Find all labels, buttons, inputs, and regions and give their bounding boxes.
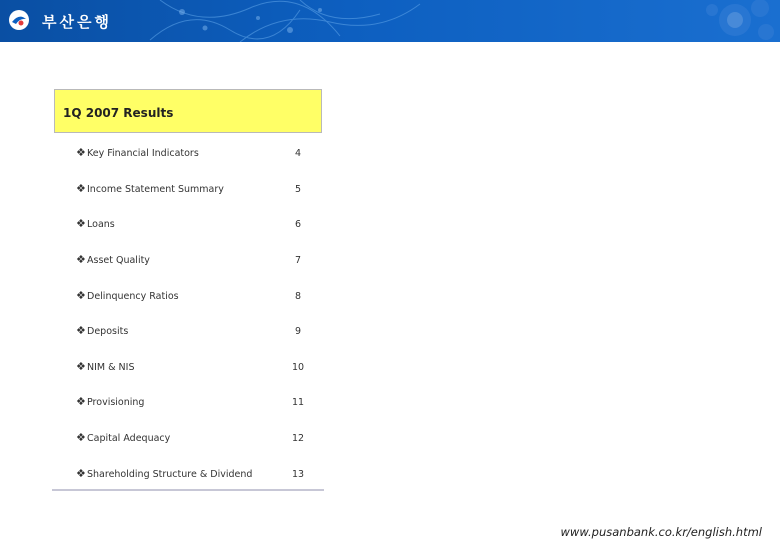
footer-url[interactable]: www.pusanbank.co.kr/english.html	[560, 525, 762, 539]
section-title-box	[54, 89, 322, 133]
toc-item-page: 5	[294, 184, 302, 195]
diamond-bullet-icon: ❖	[76, 324, 86, 337]
diamond-bullet-icon: ❖	[76, 395, 86, 408]
toc-item-label: NIM & NIS	[87, 362, 135, 373]
toc-item-page: 13	[291, 469, 305, 480]
toc-item[interactable]	[54, 357, 324, 377]
diamond-bullet-icon: ❖	[76, 146, 86, 159]
toc-item-page: 8	[294, 291, 302, 302]
toc-item[interactable]	[54, 179, 324, 199]
toc-bottom-divider	[52, 489, 324, 491]
diamond-bullet-icon: ❖	[76, 360, 86, 373]
diamond-bullet-icon: ❖	[76, 253, 86, 266]
toc-item[interactable]	[54, 428, 324, 448]
toc-item-label: Delinquency Ratios	[87, 291, 179, 302]
toc-item-label: Capital Adequacy	[87, 433, 171, 444]
toc-item-label: Deposits	[87, 326, 129, 337]
toc-item[interactable]	[54, 143, 324, 163]
bank-logo[interactable]	[8, 9, 112, 33]
busan-bank-logo-icon	[8, 9, 30, 31]
toc-item-page: 7	[294, 255, 302, 266]
toc-item[interactable]	[54, 321, 324, 341]
toc-item-label: Asset Quality	[87, 255, 150, 266]
toc-item[interactable]	[54, 214, 324, 234]
toc-item-label: Income Statement Summary	[87, 184, 224, 195]
toc-item-page: 12	[291, 433, 305, 444]
toc-item-page: 6	[294, 219, 302, 230]
toc-item-page: 11	[291, 397, 305, 408]
banner-decoration	[0, 0, 780, 42]
toc-item-page: 9	[294, 326, 302, 337]
toc-item-page: 10	[291, 362, 305, 373]
toc-item-label: Provisioning	[87, 397, 145, 408]
toc-item[interactable]	[54, 286, 324, 306]
header-banner	[0, 0, 780, 42]
diamond-bullet-icon: ❖	[76, 289, 86, 302]
toc-item-label: Loans	[87, 219, 115, 230]
toc-item-label: Key Financial Indicators	[87, 148, 199, 159]
logo-text: 부산은행	[42, 12, 112, 31]
diamond-bullet-icon: ❖	[76, 217, 86, 230]
toc-item[interactable]	[54, 464, 324, 484]
diamond-bullet-icon: ❖	[76, 467, 86, 480]
diamond-bullet-icon: ❖	[76, 431, 86, 444]
toc-item-page: 4	[294, 148, 302, 159]
page-title: 1Q 2007 Results	[63, 106, 174, 120]
toc-item-label: Shareholding Structure & Dividend	[87, 469, 253, 480]
toc-item[interactable]	[54, 392, 324, 412]
toc-item[interactable]	[54, 250, 324, 270]
diamond-bullet-icon: ❖	[76, 182, 86, 195]
